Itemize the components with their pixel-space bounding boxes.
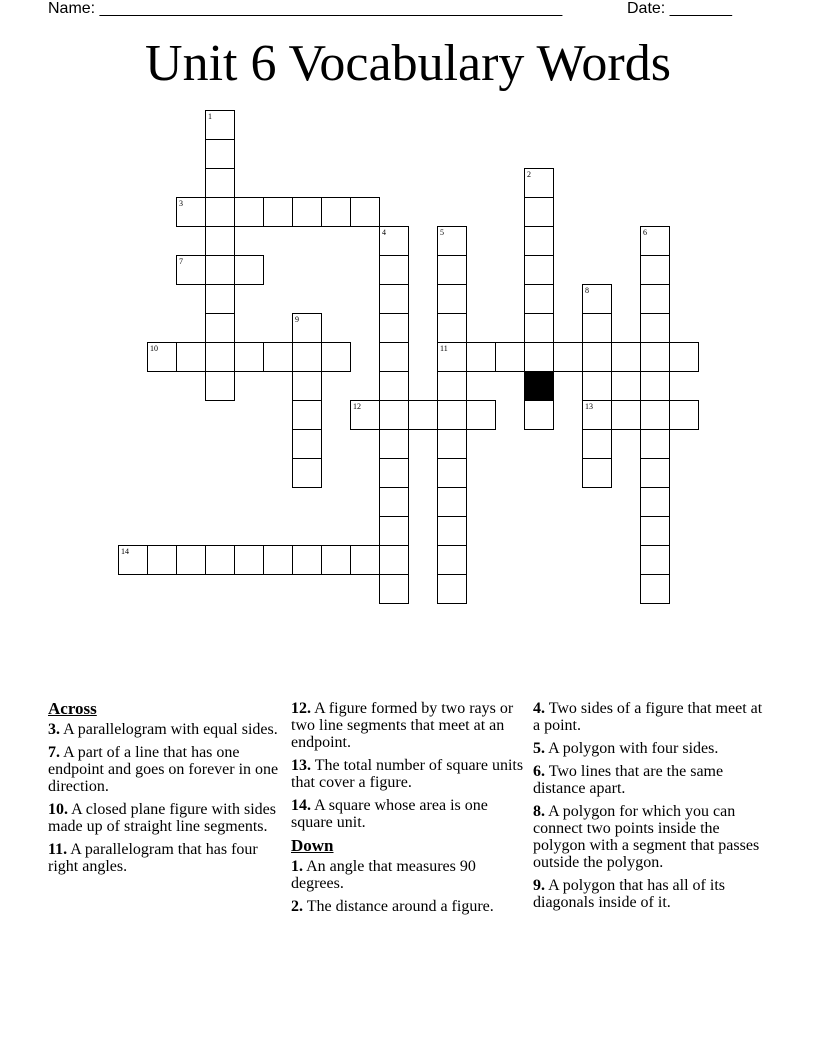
crossword-cell[interactable]	[495, 342, 525, 372]
page-title: Unit 6 Vocabulary Words	[145, 35, 671, 92]
crossword-cell[interactable]	[640, 487, 670, 517]
clue-number: 14.	[291, 797, 311, 814]
crossword-cell[interactable]	[640, 313, 670, 343]
crossword-cell[interactable]	[379, 371, 409, 401]
cell-number: 14	[121, 547, 129, 556]
clue-number: 3.	[48, 721, 60, 738]
crossword-cell[interactable]	[437, 371, 467, 401]
crossword-cell[interactable]	[147, 342, 177, 372]
crossword-cell[interactable]	[611, 400, 641, 430]
clue-across-3	[48, 721, 284, 738]
cell-number: 13	[585, 402, 593, 411]
crossword-cell[interactable]	[437, 226, 467, 256]
clue-down-2	[291, 898, 527, 915]
crossword-cell[interactable]	[205, 313, 235, 343]
crossword-cell[interactable]	[640, 284, 670, 314]
cell-number: 5	[440, 228, 444, 237]
crossword-cell[interactable]	[379, 574, 409, 604]
crossword-cell[interactable]	[582, 313, 612, 343]
crossword-cell[interactable]	[234, 255, 264, 285]
crossword-cell[interactable]	[263, 197, 293, 227]
crossword-cell[interactable]	[350, 400, 380, 430]
crossword-cell[interactable]	[292, 342, 322, 372]
crossword-cell[interactable]	[524, 313, 554, 343]
clue-text: A polygon that has all of its diagonals inside of it.	[533, 877, 725, 911]
crossword-cell[interactable]	[350, 545, 380, 575]
crossword-cell[interactable]	[640, 255, 670, 285]
crossword-cell[interactable]	[379, 342, 409, 372]
cell-number: 12	[353, 402, 361, 411]
crossword-cell[interactable]	[205, 110, 235, 140]
crossword-cell[interactable]	[669, 400, 699, 430]
clue-number: 13.	[291, 757, 311, 774]
clues-column-1	[48, 700, 284, 881]
down-heading: Down	[291, 836, 334, 855]
crossword-cell[interactable]	[437, 516, 467, 546]
crossword-cell[interactable]	[205, 197, 235, 227]
clue-text: A closed plane figure with sides made up of straight line segments.	[48, 801, 276, 835]
cell-number: 6	[643, 228, 647, 237]
crossword-cell[interactable]	[408, 400, 438, 430]
crossword-cell[interactable]	[205, 226, 235, 256]
crossword-cell[interactable]	[553, 342, 583, 372]
crossword-cell[interactable]	[582, 400, 612, 430]
cell-number: 10	[150, 344, 158, 353]
crossword-cell[interactable]	[147, 545, 177, 575]
crossword-cell[interactable]	[205, 284, 235, 314]
crossword-cell[interactable]	[640, 574, 670, 604]
crossword-cell[interactable]	[379, 284, 409, 314]
clue-text: A polygon with four sides.	[545, 740, 719, 757]
crossword-cell[interactable]	[582, 284, 612, 314]
clue-across-10	[48, 801, 284, 835]
crossword-cell[interactable]	[640, 429, 670, 459]
cell-number: 7	[179, 257, 183, 266]
clue-number: 7.	[48, 744, 60, 761]
crossword-cell[interactable]	[669, 342, 699, 372]
crossword-cell[interactable]	[321, 342, 351, 372]
crossword-cell[interactable]	[524, 400, 554, 430]
crossword-cell[interactable]	[611, 342, 641, 372]
clue-down-9	[533, 877, 769, 911]
crossword-cell[interactable]	[263, 342, 293, 372]
clue-text: Two sides of a figure that meet at a point.	[533, 700, 763, 734]
cell-number: 2	[527, 170, 531, 179]
crossword-cell[interactable]	[640, 516, 670, 546]
crossword-cell[interactable]	[350, 197, 380, 227]
crossword-cell[interactable]	[176, 197, 206, 227]
crossword-cell[interactable]	[379, 429, 409, 459]
crossword-cell[interactable]	[176, 255, 206, 285]
crossword-cell[interactable]	[118, 545, 148, 575]
clue-number: 4.	[533, 700, 545, 717]
cell-number: 8	[585, 286, 589, 295]
clue-across-13	[291, 757, 527, 791]
crossword-cell[interactable]	[466, 400, 496, 430]
clue-number: 5.	[533, 740, 545, 757]
crossword-cell[interactable]	[524, 255, 554, 285]
clue-number: 11.	[48, 841, 68, 858]
crossword-cell[interactable]	[379, 255, 409, 285]
clue-text: The total number of square units that cover a figure.	[291, 757, 524, 791]
crossword-cell[interactable]	[263, 545, 293, 575]
clues-column-3	[533, 700, 769, 917]
cell-number: 4	[382, 228, 386, 237]
crossword-cell[interactable]	[292, 197, 322, 227]
clue-across-14	[291, 797, 527, 831]
clue-number: 1.	[291, 858, 303, 875]
clue-down-8	[533, 803, 769, 871]
crossword-cell[interactable]	[524, 197, 554, 227]
clue-number: 2.	[291, 898, 303, 915]
crossword-cell[interactable]	[292, 313, 322, 343]
crossword-cell[interactable]	[234, 545, 264, 575]
crossword-cell[interactable]	[466, 342, 496, 372]
crossword-cell[interactable]	[205, 342, 235, 372]
crossword-cell[interactable]	[379, 400, 409, 430]
clue-text: A part of a line that has one endpoint and goes on forever in one direction.	[48, 744, 279, 795]
crossword-cell[interactable]	[524, 168, 554, 198]
name-field: Name: ____________________________________________________	[48, 0, 563, 17]
clue-across-12	[291, 700, 527, 751]
crossword-cell[interactable]	[640, 342, 670, 372]
crossword-cell[interactable]	[205, 371, 235, 401]
crossword-cell[interactable]	[437, 487, 467, 517]
crossword-cell[interactable]	[176, 342, 206, 372]
crossword-cell[interactable]	[437, 574, 467, 604]
crossword-cell[interactable]	[205, 545, 235, 575]
crossword-cell[interactable]	[379, 516, 409, 546]
crossword-cell[interactable]	[437, 284, 467, 314]
clue-number: 10.	[48, 801, 68, 818]
clue-text: The distance around a figure.	[303, 898, 494, 915]
crossword-cell[interactable]	[640, 400, 670, 430]
crossword-cell[interactable]	[292, 429, 322, 459]
clue-down-4	[533, 700, 769, 734]
cell-number: 3	[179, 199, 183, 208]
crossword-cell[interactable]	[437, 400, 467, 430]
clue-number: 12.	[291, 700, 311, 717]
crossword-cell[interactable]	[379, 226, 409, 256]
clue-text: A parallelogram with equal sides.	[60, 721, 278, 738]
crossword-cell[interactable]	[234, 197, 264, 227]
crossword-cell[interactable]	[640, 371, 670, 401]
clue-number: 8.	[533, 803, 545, 820]
crossword-cell[interactable]	[292, 371, 322, 401]
clue-across-11	[48, 841, 284, 875]
crossword-cell[interactable]	[437, 342, 467, 372]
clue-number: 6.	[533, 763, 545, 780]
clue-across-7	[48, 744, 284, 795]
crossword-cell[interactable]	[205, 139, 235, 169]
crossword-cell[interactable]	[582, 458, 612, 488]
crossword-cell[interactable]	[379, 458, 409, 488]
clue-text: A square whose area is one square unit.	[291, 797, 488, 831]
crossword-cell[interactable]	[205, 255, 235, 285]
clue-text: Two lines that are the same distance apart.	[533, 763, 724, 797]
crossword-cell[interactable]	[437, 313, 467, 343]
clues-column-2	[291, 700, 527, 921]
crossword-cell[interactable]	[205, 168, 235, 198]
crossword-cell[interactable]	[321, 545, 351, 575]
crossword-cell[interactable]	[437, 255, 467, 285]
crossword-cell[interactable]	[437, 545, 467, 575]
clue-down-6	[533, 763, 769, 797]
crossword-cell[interactable]	[582, 429, 612, 459]
crossword-cell[interactable]	[379, 545, 409, 575]
crossword-cell[interactable]	[379, 313, 409, 343]
crossword-cell[interactable]	[292, 400, 322, 430]
clue-text: A parallelogram that has four right angles.	[48, 841, 258, 875]
blocked-cell	[524, 371, 554, 401]
clue-down-1	[291, 858, 527, 892]
crossword-cell[interactable]	[292, 458, 322, 488]
crossword-cell[interactable]	[524, 284, 554, 314]
clue-down-5	[533, 740, 769, 757]
crossword-cell[interactable]	[321, 197, 351, 227]
crossword-cell[interactable]	[640, 226, 670, 256]
clue-text: A figure formed by two rays or two line segments that meet at an endpoint.	[291, 700, 514, 751]
crossword-cell[interactable]	[234, 342, 264, 372]
cell-number: 11	[440, 344, 448, 353]
date-field: Date: _______	[627, 0, 732, 17]
crossword-cell[interactable]	[379, 487, 409, 517]
crossword-cell[interactable]	[582, 371, 612, 401]
crossword-cell[interactable]	[437, 429, 467, 459]
crossword-cell[interactable]	[582, 342, 612, 372]
crossword-cell[interactable]	[640, 458, 670, 488]
cell-number: 9	[295, 315, 299, 324]
across-heading: Across	[48, 699, 97, 718]
crossword-cell[interactable]	[524, 342, 554, 372]
cell-number: 1	[208, 112, 212, 121]
clue-text: A polygon for which you can connect two points inside the polygon with a segment that passes outside the polygon.	[533, 803, 760, 871]
crossword-cell[interactable]	[640, 545, 670, 575]
clue-number: 9.	[533, 877, 545, 894]
crossword-cell[interactable]	[176, 545, 206, 575]
crossword-cell[interactable]	[524, 226, 554, 256]
crossword-cell[interactable]	[292, 545, 322, 575]
crossword-cell[interactable]	[437, 458, 467, 488]
clue-text: An angle that measures 90 degrees.	[291, 858, 476, 892]
